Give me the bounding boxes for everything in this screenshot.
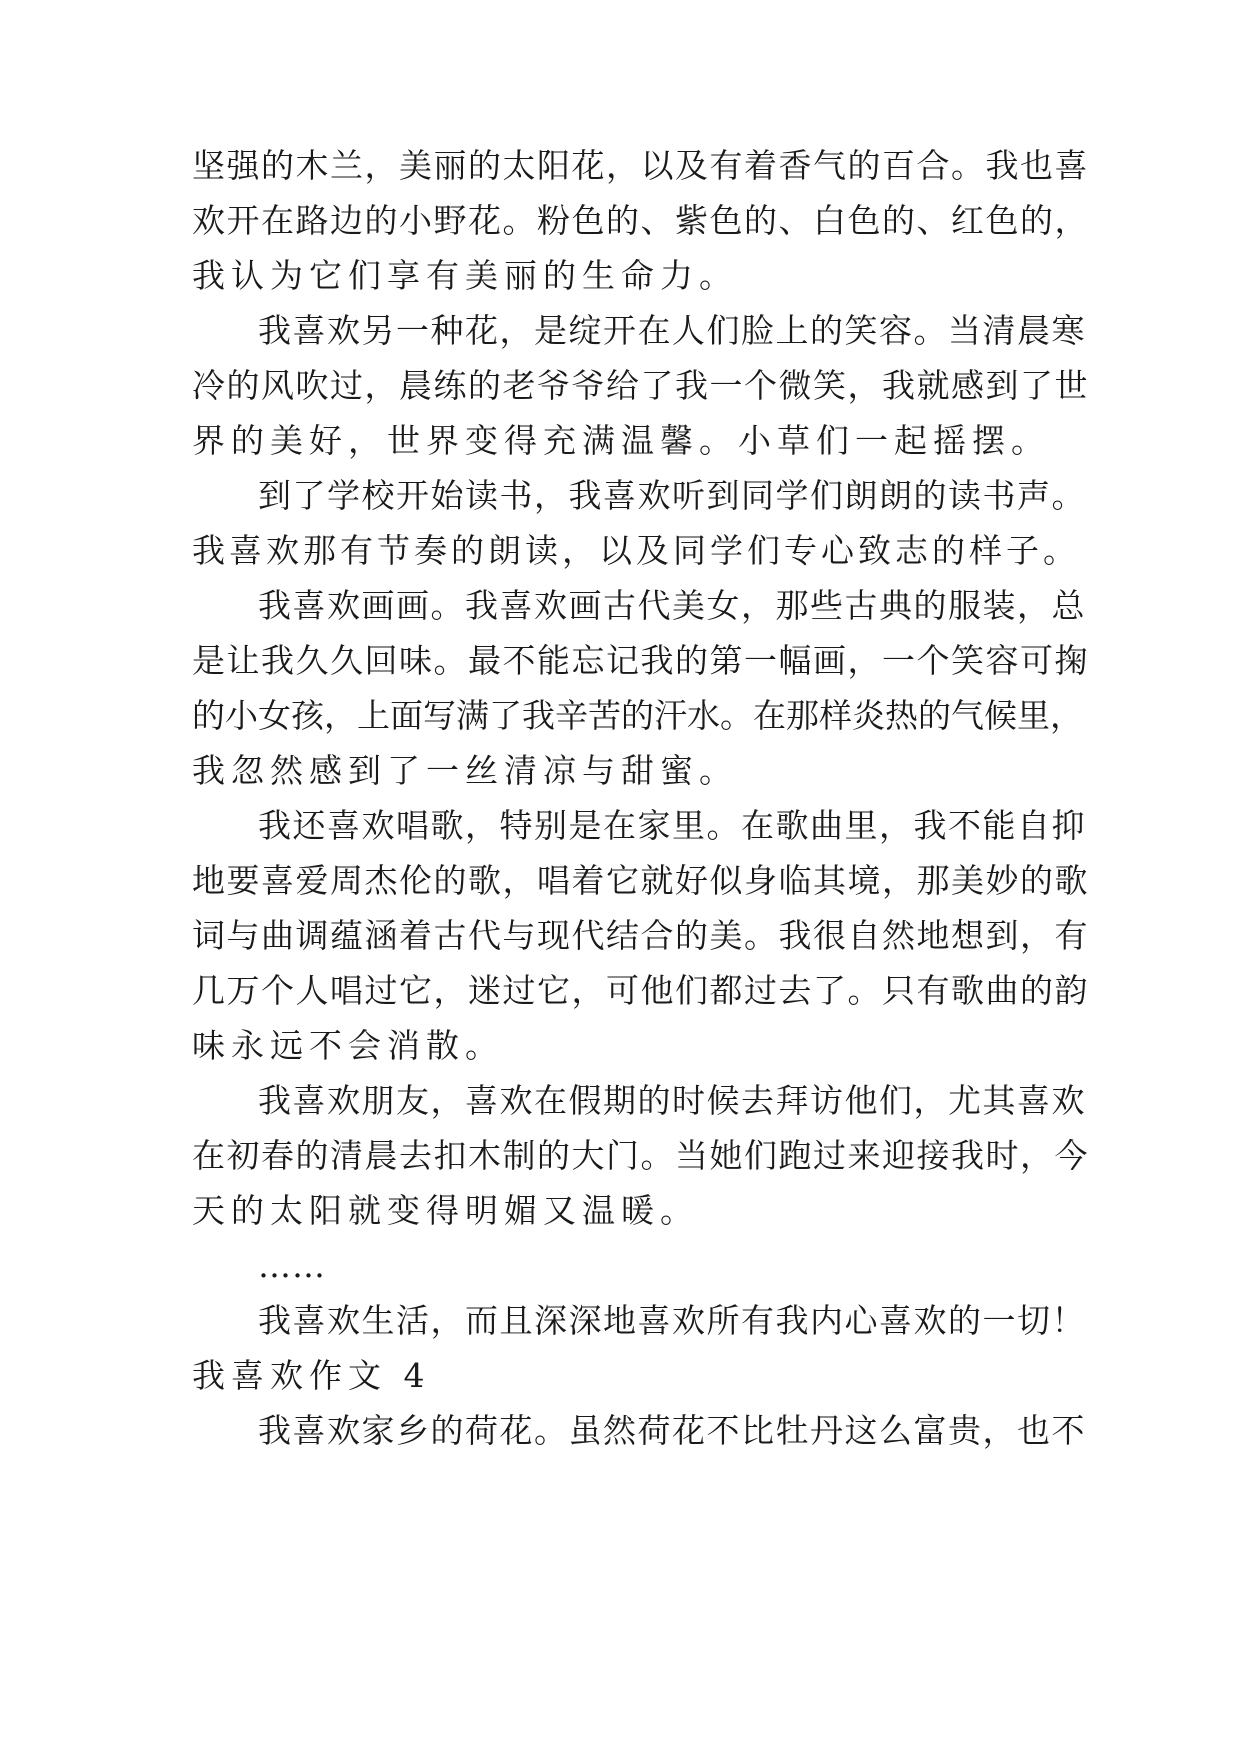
- text-line: 是让我久久回味。最不能忘记我的第一幅画，一个笑容可掬: [192, 641, 1089, 680]
- text-line: 冷的风吹过，晨练的老爷爷给了我一个微笑，我就感到了世: [192, 366, 1089, 405]
- text-line: 词与曲调蕴涵着古代与现代结合的美。我很自然地想到，有: [192, 916, 1089, 955]
- text-line: 味永远不会消散。: [192, 1026, 504, 1065]
- ellipsis-line: ……: [258, 1246, 326, 1285]
- section-heading: 我喜欢作文 4: [192, 1356, 431, 1395]
- text-line: 的小女孩，上面写满了我辛苦的汗水。在那样炎热的气候里，: [192, 696, 1083, 735]
- text-line: 坚强的木兰，美丽的太阳花，以及有着香气的百合。我也喜: [192, 146, 1089, 185]
- paragraph-start: 到了学校开始读书，我喜欢听到同学们朗朗的读书声。: [258, 476, 1086, 515]
- paragraph-start: 我还喜欢唱歌，特别是在家里。在歌曲里，我不能自抑: [258, 806, 1086, 845]
- text-line: 在初春的清晨去扣木制的大门。当她们跑过来迎接我时，今: [192, 1136, 1089, 1175]
- paragraph-start: 我喜欢家乡的荷花。虽然荷花不比牡丹这么富贵，也不: [258, 1411, 1086, 1450]
- text-line: 地要喜爱周杰伦的歌，唱着它就好似身临其境，那美妙的歌: [192, 861, 1089, 900]
- paragraph-start: 我喜欢画画。我喜欢画古代美女，那些古典的服装，总: [258, 586, 1086, 625]
- paragraph-start: 我喜欢生活，而且深深地喜欢所有我内心喜欢的一切！: [258, 1301, 1086, 1340]
- text-line: 几万个人唱过它，迷过它，可他们都过去了。只有歌曲的韵: [192, 971, 1089, 1010]
- text-line: 界的美好，世界变得充满温馨。小草们一起摇摆。: [192, 421, 1050, 460]
- text-line: 我喜欢那有节奏的朗读，以及同学们专心致志的样子。: [192, 531, 1080, 570]
- text-line: 欢开在路边的小野花。粉色的、紫色的、白色的、红色的，: [192, 201, 1089, 240]
- paragraph-start: 我喜欢另一种花，是绽开在人们脸上的笑容。当清晨寒: [258, 311, 1086, 350]
- paragraph-start: 我喜欢朋友，喜欢在假期的时候去拜访他们，尤其喜欢: [258, 1081, 1086, 1120]
- text-line: 我认为它们享有美丽的生命力。: [192, 256, 738, 295]
- text-line: 天的太阳就变得明媚又温暖。: [192, 1191, 699, 1230]
- text-line: 我忽然感到了一丝清凉与甜蜜。: [192, 751, 738, 790]
